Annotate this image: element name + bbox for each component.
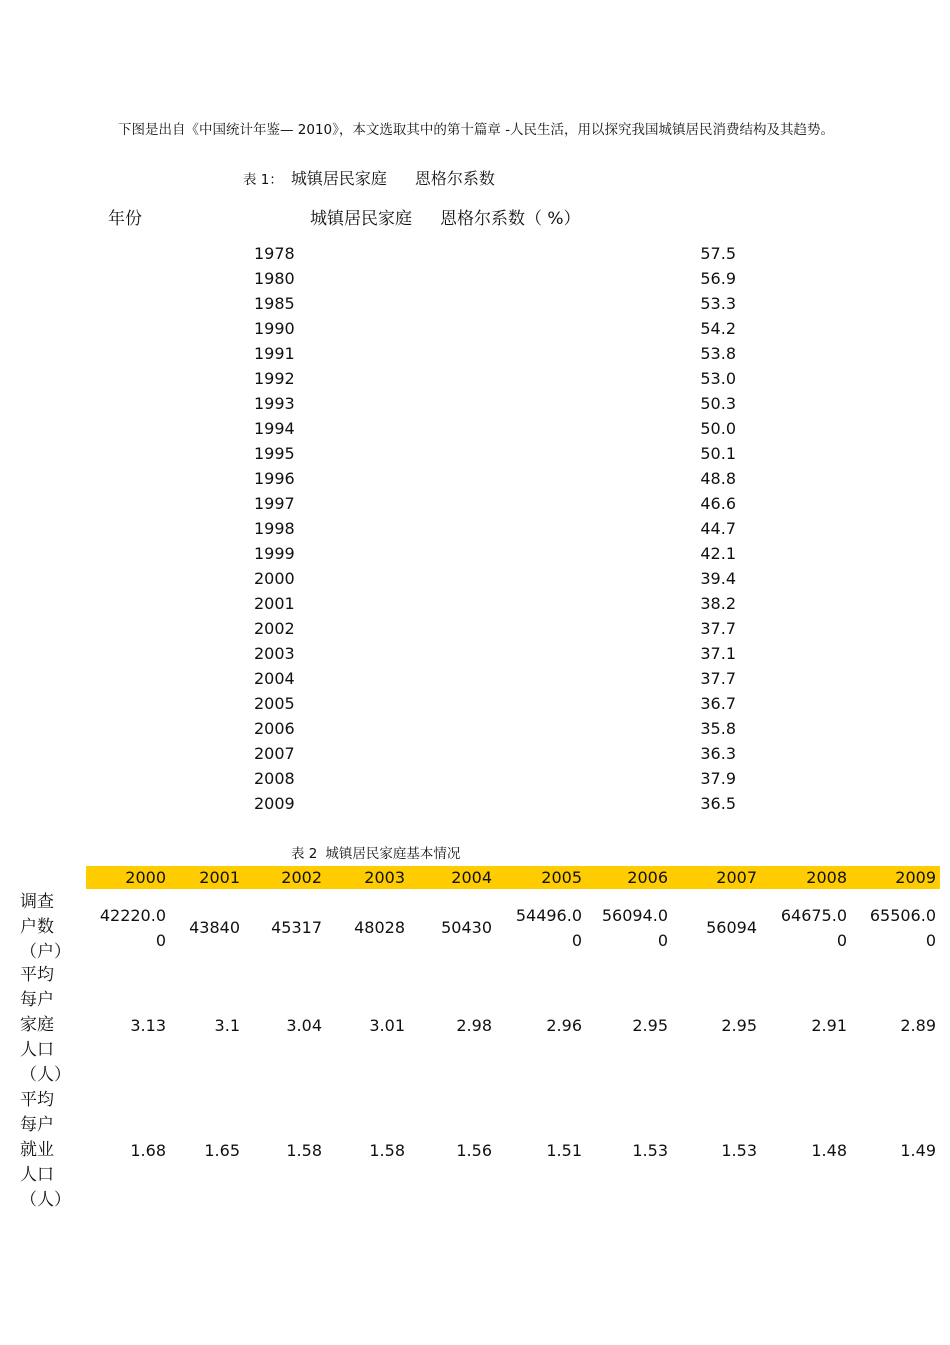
table1-value-cell: 54.2 — [700, 319, 736, 338]
table2-row — [0, 963, 950, 1088]
table2-value-cell: 45317 — [271, 918, 322, 937]
table1-value-cell: 56.9 — [700, 269, 736, 288]
table2-value-cell: 1.58 — [369, 1141, 405, 1160]
table1-year-cell: 1992 — [254, 369, 295, 388]
table2-year-header: 2002 — [281, 868, 322, 887]
table1-row — [0, 741, 950, 766]
table2-row — [0, 890, 950, 965]
table1-value-cell: 35.8 — [700, 719, 736, 738]
table1-header-value — [310, 204, 581, 229]
table1-year-cell: 1985 — [254, 294, 295, 313]
table2-year-header: 2004 — [451, 868, 492, 887]
table1-value-cell: 53.8 — [700, 344, 736, 363]
table1-year-cell: 2000 — [254, 569, 295, 588]
table2-caption-text: 城镇居民家庭基本情况 — [325, 846, 461, 862]
table1-year-cell: 2001 — [254, 594, 295, 613]
table2-value-cell: 2.98 — [456, 1016, 492, 1035]
table2-year-header: 2003 — [364, 868, 405, 887]
table1-value-cell: 37.1 — [700, 644, 736, 663]
table2-value-cell: 1.48 — [811, 1141, 847, 1160]
table1-row — [0, 391, 950, 416]
table1-value-cell: 53.3 — [700, 294, 736, 313]
table1-year-cell: 1997 — [254, 494, 295, 513]
table1-value-cell: 50.0 — [700, 419, 736, 438]
table1-year-cell: 1995 — [254, 444, 295, 463]
table2-caption-label: 表 2 — [291, 846, 318, 862]
table2-value-cell: 2.96 — [546, 1016, 582, 1035]
table1-value-cell: 50.3 — [700, 394, 736, 413]
table1-row — [0, 616, 950, 641]
table2-year-header: 2005 — [541, 868, 582, 887]
table1-value-cell: 46.6 — [700, 494, 736, 513]
table1-row — [0, 566, 950, 591]
table1-year-cell: 1999 — [254, 544, 295, 563]
table1-row — [0, 691, 950, 716]
table2-year-header: 2001 — [199, 868, 240, 887]
table1-value-cell: 36.7 — [700, 694, 736, 713]
table2-value-cell: 3.04 — [286, 1016, 322, 1035]
table1-value-cell: 44.7 — [700, 519, 736, 538]
table1-value-cell: 37.7 — [700, 619, 736, 638]
table1-row — [0, 666, 950, 691]
table1-row — [0, 541, 950, 566]
table1-value-cell: 37.7 — [700, 669, 736, 688]
table1-header-year: 年份 — [108, 209, 142, 229]
table1-body — [0, 241, 950, 816]
table1-value-cell: 38.2 — [700, 594, 736, 613]
table1-row — [0, 766, 950, 791]
table1-year-cell: 2006 — [254, 719, 295, 738]
table1-year-cell: 2007 — [254, 744, 295, 763]
table2-row-label: 平均每户家庭人口（人） — [20, 965, 71, 1085]
table1-value-cell: 57.5 — [700, 244, 736, 263]
table1-year-cell: 2009 — [254, 794, 295, 813]
table1-value-cell: 39.4 — [700, 569, 736, 588]
table2-year-header: 2000 — [125, 868, 166, 887]
table1-year-cell: 1991 — [254, 344, 295, 363]
table2-value-cell: 56094.00 — [601, 905, 668, 950]
table2-year-header: 2008 — [806, 868, 847, 887]
table1-row — [0, 441, 950, 466]
table1-header-value-part1: 城镇居民家庭 — [310, 209, 412, 229]
table2-value-cell: 3.1 — [214, 1016, 240, 1035]
table2-year-header: 2007 — [716, 868, 757, 887]
table2-value-cell: 1.49 — [900, 1141, 936, 1160]
table1-row — [0, 466, 950, 491]
table1-year-cell: 1994 — [254, 419, 295, 438]
table2-year-header: 2006 — [627, 868, 668, 887]
table1-row — [0, 366, 950, 391]
table1-row — [0, 316, 950, 341]
table1-year-cell: 1978 — [254, 244, 295, 263]
table2-value-cell: 1.68 — [130, 1141, 166, 1160]
table2-value-cell: 2.89 — [900, 1016, 936, 1035]
table1-caption — [243, 166, 495, 189]
table1-row — [0, 341, 950, 366]
table1-row — [0, 266, 950, 291]
table1-caption-part1: 城镇居民家庭 — [290, 169, 387, 188]
table1-row — [0, 716, 950, 741]
table2-value-cell: 64675.00 — [780, 905, 847, 950]
table1-year-cell: 2008 — [254, 769, 295, 788]
table1-caption-label: 表 1： — [243, 172, 283, 188]
table2-value-cell: 1.58 — [286, 1141, 322, 1160]
table2-value-cell: 2.95 — [632, 1016, 668, 1035]
table2-value-cell: 56094 — [706, 918, 757, 937]
table2-row — [0, 1088, 950, 1213]
table1-row — [0, 641, 950, 666]
table1-value-cell: 36.5 — [700, 794, 736, 813]
table1-value-cell: 48.8 — [700, 469, 736, 488]
table2-value-cell: 65506.00 — [869, 905, 936, 950]
table1-year-cell: 1993 — [254, 394, 295, 413]
table1-header-value-part2: 恩格尔系数（ %） — [440, 209, 581, 229]
table1-year-cell: 2003 — [254, 644, 295, 663]
table2-value-cell: 48028 — [354, 918, 405, 937]
table1-year-cell: 2002 — [254, 619, 295, 638]
table2-row-label: 调查户数（户） — [20, 892, 71, 962]
table1-row — [0, 416, 950, 441]
table1-row — [0, 791, 950, 816]
table1-row — [0, 591, 950, 616]
table1-value-cell: 50.1 — [700, 444, 736, 463]
table1-year-cell: 1996 — [254, 469, 295, 488]
table1-value-cell: 37.9 — [700, 769, 736, 788]
intro-paragraph: 下图是出自《中国统计年鉴— 2010》，本文选取其中的第十篇章 -人民生活，用以探究我国城镇居民消费结构及其趋势。 — [118, 122, 835, 138]
table2-row-label: 平均每户就业人口（人） — [20, 1090, 71, 1210]
table2-value-cell: 1.53 — [632, 1141, 668, 1160]
table2-value-cell: 1.65 — [204, 1141, 240, 1160]
table2-caption — [291, 842, 460, 862]
table2-value-cell: 3.01 — [369, 1016, 405, 1035]
table1-year-cell: 2005 — [254, 694, 295, 713]
table1-year-cell: 1990 — [254, 319, 295, 338]
table1-row — [0, 516, 950, 541]
table2-value-cell: 42220.00 — [99, 905, 166, 950]
table1-year-cell: 2004 — [254, 669, 295, 688]
table1-row — [0, 241, 950, 266]
table2-header-row — [86, 866, 940, 889]
table2-value-cell: 43840 — [189, 918, 240, 937]
table2-value-cell: 54496.00 — [515, 905, 582, 950]
table1-value-cell: 53.0 — [700, 369, 736, 388]
table2-value-cell: 2.91 — [811, 1016, 847, 1035]
table2-value-cell: 3.13 — [130, 1016, 166, 1035]
table1-year-cell: 1998 — [254, 519, 295, 538]
table1-row — [0, 291, 950, 316]
table1-caption-part2: 恩格尔系数 — [414, 169, 495, 188]
table1-year-cell: 1980 — [254, 269, 295, 288]
table1-value-cell: 36.3 — [700, 744, 736, 763]
table2-value-cell: 2.95 — [721, 1016, 757, 1035]
table2-value-cell: 50430 — [441, 918, 492, 937]
table1-row — [0, 491, 950, 516]
table2-value-cell: 1.53 — [721, 1141, 757, 1160]
table2-value-cell: 1.51 — [546, 1141, 582, 1160]
table2-year-header: 2009 — [895, 868, 936, 887]
table2-value-cell: 1.56 — [456, 1141, 492, 1160]
table1-value-cell: 42.1 — [700, 544, 736, 563]
